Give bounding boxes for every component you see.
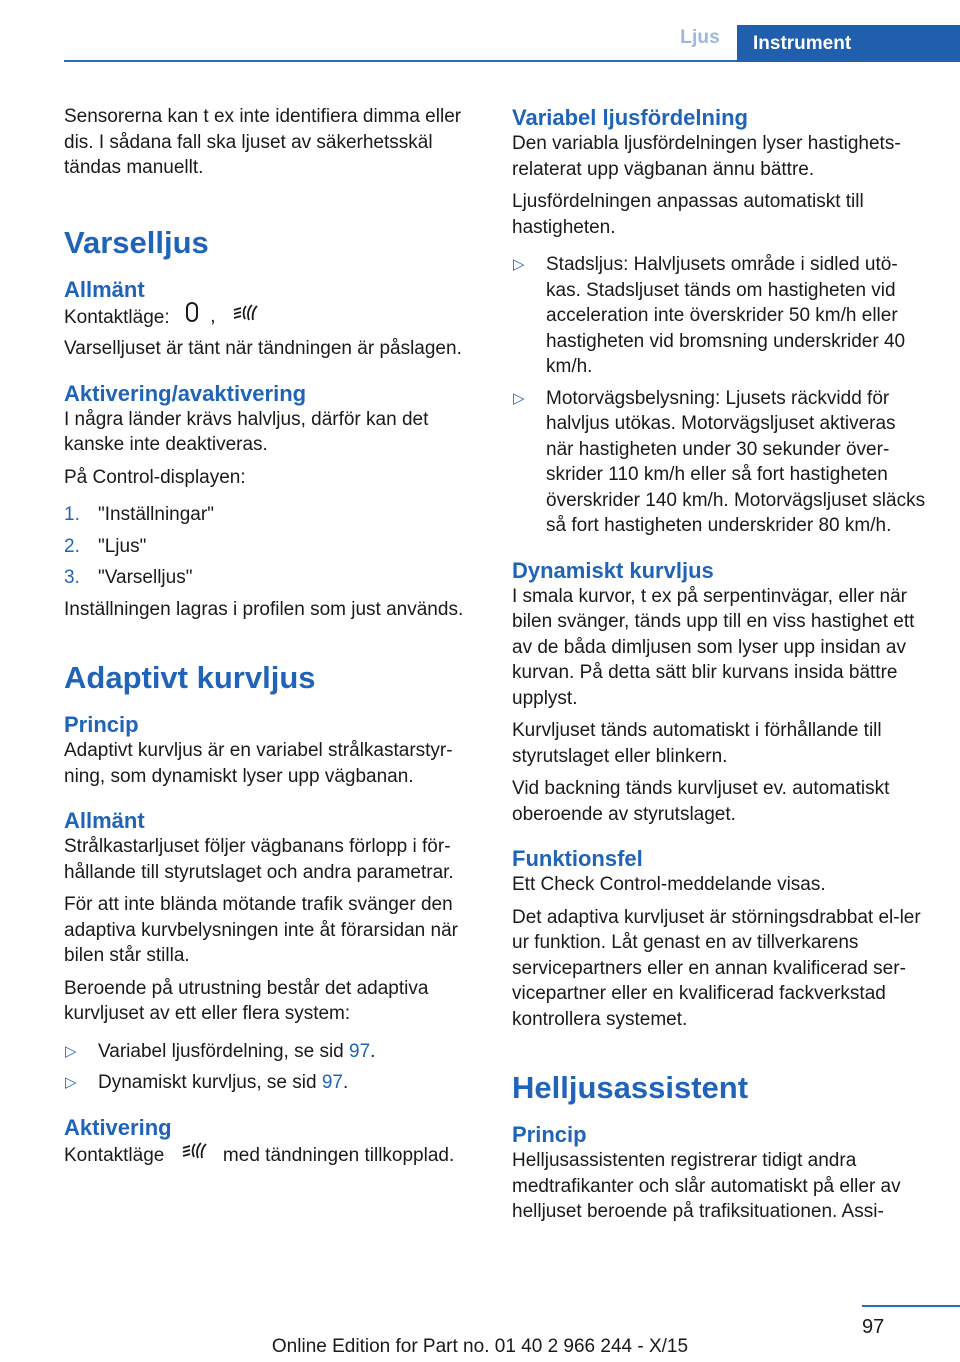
page-link-97[interactable]: 97 xyxy=(321,1072,343,1093)
heading-aktivering-avaktivering: Aktivering/avaktivering xyxy=(64,380,307,406)
list-item: ▷ Motorvägsbelysning: Ljusets räckvidd för halvljus utökas. Motorvägsljuset aktiveras när hastigheten under 30 sekunder över-skrider 110 km/h eller så fort hastigheten överskrider 140 km/h. Motorvägsljuset släcks så fort hastigheten underskrider 80 km/h. xyxy=(513,387,926,536)
dynamiskt-p1: I smala kurvor, t ex på serpentinvägar, eller när bilen svänger, tänds upp till en viss hastighet ett av de båda dimljusen som lyser upp insidan av kurvan. På detta sätt blir kurvans insida bättre upplyst. xyxy=(512,585,915,709)
list-item: 3. "Varselljus" xyxy=(64,567,193,588)
heading-varselljus: Varselljus xyxy=(64,224,209,260)
intro-paragraph: Sensorerna kan t ex inte identifiera dimma eller dis. I sådana fall ska ljuset av säkerhetsskäl tändas manuellt. xyxy=(64,106,462,178)
heading-adaptivt-kurvljus: Adaptivt kurvljus xyxy=(64,660,316,695)
funktionsfel-p2: Det adaptiva kurvljuset är störningsdrabbat el-ler ur funktion. Låt genast en av tillverkarens servicepartners eller en annan kvalificerad ser-vicepartner eller en kvalificerad fackverkstad kontrollera systemet. xyxy=(512,906,921,1030)
page-header xyxy=(0,0,960,62)
page-number: 97 xyxy=(862,1316,885,1338)
variabel-p1: Den variabla ljusfördelningen lyser hastighets-relaterat upp vägbanan ännu bättre. xyxy=(512,133,901,180)
ignition-ring-icon xyxy=(185,302,199,330)
list-item: ▷ Variabel ljusfördelning, se sid 97. xyxy=(64,1039,478,1065)
aktivering-kontaktlage-line: Kontaktläge med tändningen tillkopplad. xyxy=(64,1141,478,1171)
dynamiskt-p2: Kurvljuset tänds automatiskt i förhållande till styrutslaget eller blinkern. xyxy=(512,720,882,767)
allmant-adaptivt-p3: Beroende på utrustning består det adaptiva kurvljuset av ett eller flera system: xyxy=(64,977,429,1024)
heading-dynamiskt-kurvljus: Dynamiskt kurvljus xyxy=(512,557,714,583)
systems-list xyxy=(64,1039,478,1096)
heading-allmant: Allmänt xyxy=(64,276,145,302)
control-display-text: På Control-displayen: xyxy=(64,466,246,488)
header-rule xyxy=(64,60,737,62)
page-link-97[interactable]: 97 xyxy=(349,1040,371,1062)
heading-princip: Princip xyxy=(64,712,139,737)
low-beam-light-icon xyxy=(180,1139,208,1169)
allmant-text: Varselljuset är tänt när tändningen är påslagen. xyxy=(64,338,462,359)
header-chapter-tab: Instrument xyxy=(737,25,960,62)
heading-funktionsfel: Funktionsfel xyxy=(512,846,643,871)
footer-rule xyxy=(862,1305,960,1307)
right-column xyxy=(512,104,926,1232)
triangle-bullet-icon: ▷ xyxy=(513,256,525,273)
funktionsfel-p1: Ett Check Control-meddelande visas. xyxy=(512,874,826,895)
heading-helljusassistent: Helljusassistent xyxy=(512,1070,749,1105)
aktivering-text: I några länder krävs halvljus, därför kan det kanske inte deaktiveras. xyxy=(64,408,429,455)
helljus-princip-text: Helljusassistenten registrerar tidigt andra medtrafikanter och slår automatiskt på eller av helljuset beroende på trafiksituationen. Assi- xyxy=(512,1150,901,1222)
low-beam-light-icon xyxy=(231,301,259,331)
edition-note: Online Edition for Part no. 01 40 2 966 244 - X/15 xyxy=(271,1336,689,1357)
list-item: ▷ Stadsljus: Halvljusets område i sidled utö-kas. Stadsljuset tänds om hastigheten vid acceleration inte överskrider 50 km/h eller hastigheten vid bromsning underskrider 40 km/h. xyxy=(513,254,906,377)
dynamiskt-p3: Vid backning tänds kurvljuset ev. automatiskt oberoende av styrutslaget. xyxy=(512,778,890,825)
variabel-list xyxy=(512,252,926,539)
princip-text: Adaptivt kurvljus är en variabel strålkastarstyr-ning, som dynamiskt lyser upp vägbanan. xyxy=(64,740,453,787)
kontaktlage-line xyxy=(64,303,478,333)
triangle-bullet-icon: ▷ xyxy=(65,1074,77,1091)
list-item: ▷ Dynamiskt kurvljus, se sid 97. xyxy=(64,1070,478,1096)
allmant-adaptivt-p1: Strålkastarljuset följer vägbanans förlopp i för-hållande till styrutslaget och andra parametrar. xyxy=(64,836,454,883)
triangle-bullet-icon: ▷ xyxy=(513,389,525,407)
list-item: 2. "Ljus" xyxy=(64,535,147,557)
kontaktlage-prefix: Kontaktläge: xyxy=(64,306,170,328)
heading-aktivering: Aktivering xyxy=(64,1114,172,1140)
heading-allmant-adaptivt: Allmänt xyxy=(64,808,145,833)
left-column xyxy=(64,104,478,1177)
header-section-label: Ljus xyxy=(680,27,720,48)
menu-steps-list xyxy=(64,502,478,591)
saved-setting-text: Inställningen lagras i profilen som just används. xyxy=(64,598,464,620)
variabel-p2: Ljusfördelningen anpassas automatiskt till hastigheten. xyxy=(512,191,864,238)
triangle-bullet-icon: ▷ xyxy=(65,1042,77,1060)
allmant-adaptivt-p2: För att inte blända mötande trafik svänger den adaptiva kurvbelysningen inte åt förarsidan när bilen står stilla. xyxy=(64,894,458,966)
list-item: 1. "Inställningar" xyxy=(64,504,214,525)
heading-variabel-ljusfordelning: Variabel ljusfördelning xyxy=(512,105,748,130)
heading-princip-helljus: Princip xyxy=(512,1122,587,1147)
kontaktlage-separator: , xyxy=(210,306,216,328)
